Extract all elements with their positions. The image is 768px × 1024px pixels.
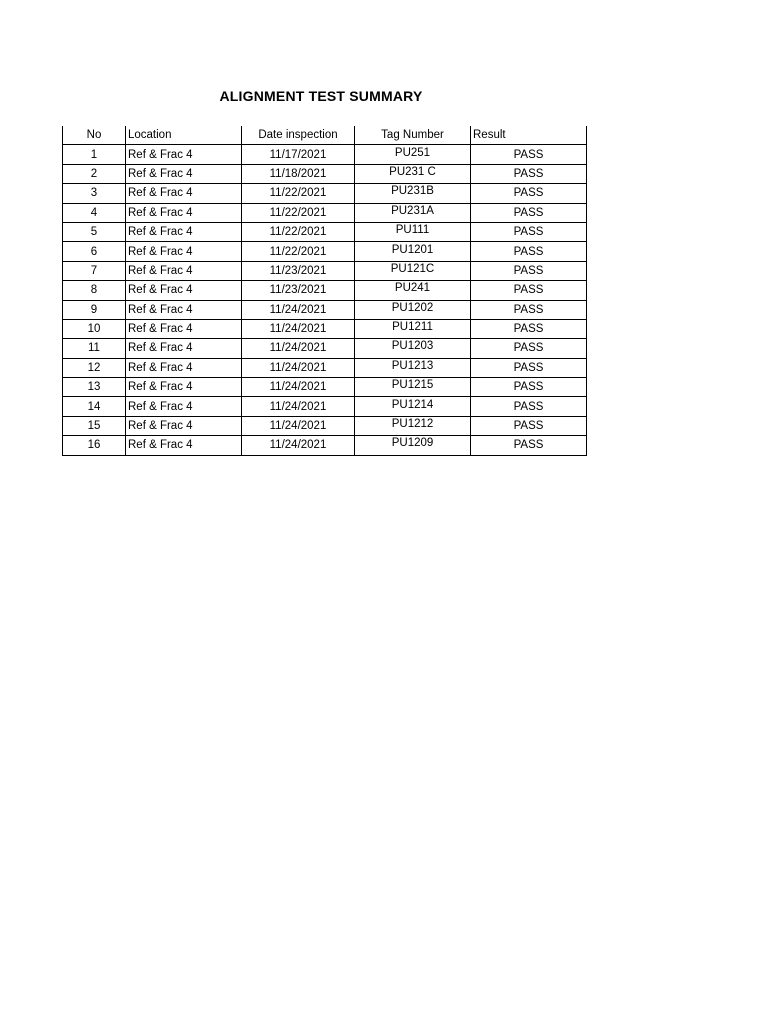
cell-tag-number xyxy=(355,358,471,377)
tag-number-text: PU1215 xyxy=(391,379,434,392)
cell-no: 6 xyxy=(63,242,126,261)
cell-result: PASS xyxy=(471,184,587,203)
tag-number-text: PU121C xyxy=(390,262,435,275)
cell-tag-number xyxy=(355,261,471,280)
cell-tag-number xyxy=(355,145,471,164)
document-title: ALIGNMENT TEST SUMMARY xyxy=(219,88,423,104)
table-row xyxy=(63,261,587,280)
cell-date-inspection: 11/24/2021 xyxy=(242,397,355,416)
cell-date-inspection: 11/22/2021 xyxy=(242,242,355,261)
cell-no: 2 xyxy=(63,164,126,183)
cell-location: Ref & Frac 4 xyxy=(126,300,242,319)
cell-location: Ref & Frac 4 xyxy=(126,281,242,300)
cell-result: PASS xyxy=(471,378,587,397)
cell-result: PASS xyxy=(471,397,587,416)
table-row xyxy=(63,436,587,455)
cell-tag-number xyxy=(355,242,471,261)
table-row xyxy=(63,358,587,377)
cell-tag-number xyxy=(355,222,471,241)
cell-location: Ref & Frac 4 xyxy=(126,242,242,261)
cell-location: Ref & Frac 4 xyxy=(126,184,242,203)
cell-no: 11 xyxy=(63,339,126,358)
tag-number-text: PU1211 xyxy=(392,321,433,334)
cell-result: PASS xyxy=(471,300,587,319)
cell-result: PASS xyxy=(471,358,587,377)
tag-number-text: PU251 xyxy=(394,146,431,159)
cell-result: PASS xyxy=(471,261,587,280)
cell-location: Ref & Frac 4 xyxy=(126,397,242,416)
cell-location: Ref & Frac 4 xyxy=(126,164,242,183)
tag-number-text: PU231B xyxy=(391,185,434,198)
tag-number-text: PU1214 xyxy=(391,398,434,411)
cell-date-inspection: 11/22/2021 xyxy=(242,222,355,241)
cell-tag-number xyxy=(355,378,471,397)
header-no: No xyxy=(63,126,126,145)
cell-no: 9 xyxy=(63,300,126,319)
cell-result: PASS xyxy=(471,242,587,261)
tag-number-text: PU1203 xyxy=(391,340,434,353)
cell-date-inspection: 11/24/2021 xyxy=(242,358,355,377)
table-row xyxy=(63,319,587,338)
cell-no: 16 xyxy=(63,436,126,455)
tag-number-text: PU111 xyxy=(395,224,430,237)
cell-location: Ref & Frac 4 xyxy=(126,339,242,358)
cell-location: Ref & Frac 4 xyxy=(126,261,242,280)
tag-number-text: PU1209 xyxy=(391,437,434,450)
cell-location: Ref & Frac 4 xyxy=(126,378,242,397)
cell-no: 8 xyxy=(63,281,126,300)
table-row xyxy=(63,300,587,319)
cell-date-inspection: 11/22/2021 xyxy=(242,203,355,222)
cell-no: 14 xyxy=(63,397,126,416)
header-location: Location xyxy=(126,126,242,145)
cell-result: PASS xyxy=(471,281,587,300)
table-row xyxy=(63,164,587,183)
cell-no: 1 xyxy=(63,145,126,164)
tag-number-text: PU231A xyxy=(391,204,434,217)
table-row xyxy=(63,203,587,222)
cell-location: Ref & Frac 4 xyxy=(126,203,242,222)
tag-number-text: PU1212 xyxy=(391,418,434,431)
cell-result: PASS xyxy=(471,319,587,338)
cell-date-inspection: 11/24/2021 xyxy=(242,416,355,435)
header-date-inspection: Date inspection xyxy=(242,126,355,145)
table-row xyxy=(63,281,587,300)
cell-no: 7 xyxy=(63,261,126,280)
cell-date-inspection: 11/22/2021 xyxy=(242,184,355,203)
cell-date-inspection: 11/18/2021 xyxy=(242,164,355,183)
cell-result: PASS xyxy=(471,145,587,164)
tag-number-text: PU1213 xyxy=(391,359,434,372)
cell-tag-number xyxy=(355,397,471,416)
cell-no: 5 xyxy=(63,222,126,241)
cell-result: PASS xyxy=(471,222,587,241)
cell-result: PASS xyxy=(471,339,587,358)
table-row xyxy=(63,222,587,241)
tag-number-text: PU1201 xyxy=(391,243,434,256)
cell-location: Ref & Frac 4 xyxy=(126,358,242,377)
cell-date-inspection: 11/24/2021 xyxy=(242,319,355,338)
alignment-test-table xyxy=(62,126,587,456)
header-result: Result xyxy=(471,126,587,145)
cell-date-inspection: 11/24/2021 xyxy=(242,436,355,455)
cell-date-inspection: 11/23/2021 xyxy=(242,261,355,280)
cell-tag-number xyxy=(355,339,471,358)
cell-no: 13 xyxy=(63,378,126,397)
table-body xyxy=(63,145,587,455)
cell-date-inspection: 11/23/2021 xyxy=(242,281,355,300)
tag-number-text: PU241 xyxy=(394,282,431,295)
cell-result: PASS xyxy=(471,164,587,183)
cell-location: Ref & Frac 4 xyxy=(126,222,242,241)
cell-no: 12 xyxy=(63,358,126,377)
table-header-row xyxy=(63,126,587,145)
table-row xyxy=(63,242,587,261)
tag-number-text: PU231 C xyxy=(389,165,436,178)
table-row xyxy=(63,378,587,397)
tag-number-text: PU1202 xyxy=(391,301,434,314)
cell-tag-number xyxy=(355,203,471,222)
cell-date-inspection: 11/24/2021 xyxy=(242,378,355,397)
table-row xyxy=(63,397,587,416)
cell-tag-number xyxy=(355,164,471,183)
cell-result: PASS xyxy=(471,203,587,222)
cell-location: Ref & Frac 4 xyxy=(126,416,242,435)
cell-tag-number xyxy=(355,416,471,435)
cell-no: 4 xyxy=(63,203,126,222)
cell-date-inspection: 11/24/2021 xyxy=(242,339,355,358)
cell-date-inspection: 11/17/2021 xyxy=(242,145,355,164)
cell-location: Ref & Frac 4 xyxy=(126,145,242,164)
cell-tag-number xyxy=(355,300,471,319)
cell-result: PASS xyxy=(471,436,587,455)
table-row xyxy=(63,416,587,435)
cell-location: Ref & Frac 4 xyxy=(126,436,242,455)
cell-no: 10 xyxy=(63,319,126,338)
cell-location: Ref & Frac 4 xyxy=(126,319,242,338)
cell-result: PASS xyxy=(471,416,587,435)
table-row xyxy=(63,145,587,164)
cell-no: 15 xyxy=(63,416,126,435)
table-row xyxy=(63,184,587,203)
table-row xyxy=(63,339,587,358)
cell-tag-number xyxy=(355,281,471,300)
cell-date-inspection: 11/24/2021 xyxy=(242,300,355,319)
header-tag-number: Tag Number xyxy=(355,126,471,145)
cell-tag-number xyxy=(355,436,471,455)
cell-tag-number xyxy=(355,184,471,203)
cell-tag-number xyxy=(355,319,471,338)
cell-no: 3 xyxy=(63,184,126,203)
